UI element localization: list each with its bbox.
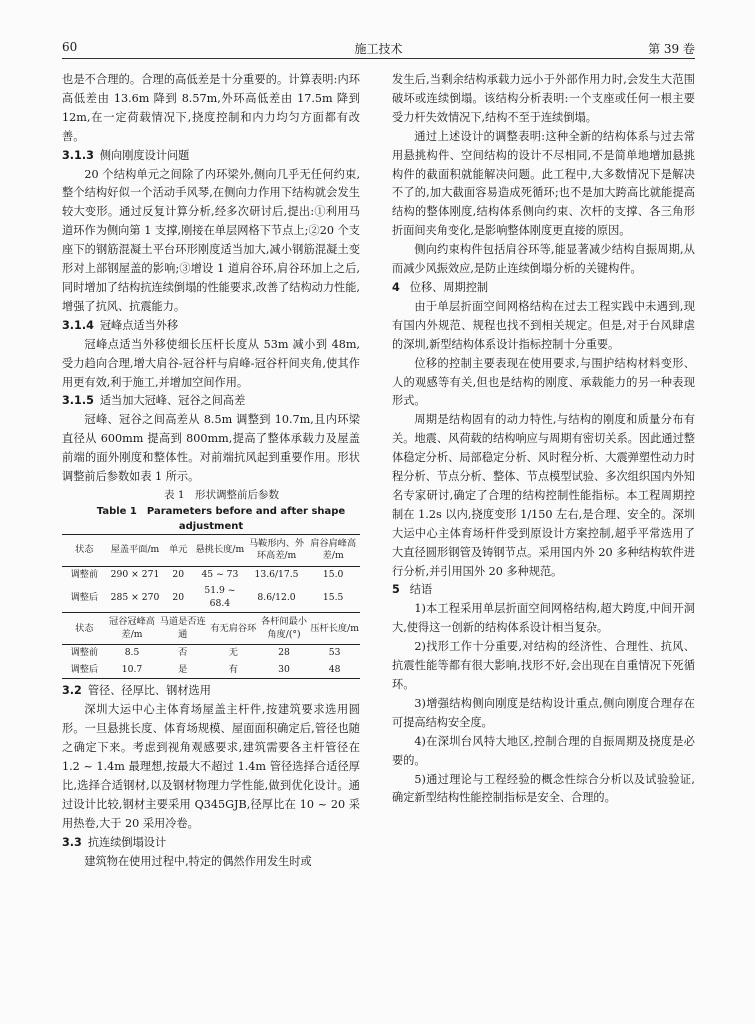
table-cell: 8.5 [124, 647, 140, 659]
table-cell: 53 [328, 647, 341, 659]
section-number: 3.1.3 [62, 148, 94, 162]
table-header: 马道是否连通 [157, 613, 208, 645]
table-row [62, 662, 360, 679]
section-number: 3.1.4 [62, 318, 94, 332]
paragraph: 深圳大运中心主体育场屋盖主杆件,按建筑要求选用圆形。一旦悬挑长度、体育场规模、屋面面积确定后,管径也随之确定下来。考虑到视角观感要求,建筑需要各主杆管径在 1.2 ~ 1.4m 最理想,按最大不超过 1.4m 管径选择合适径厚比,选择合适钢材,以及钢材物理力学性能,做到优化设计。通过设计比较,钢材主要采用 Q345GJB,径厚比在 10 ~ 20 采用热卷,大于 20 采用冷卷。 [62, 703, 360, 830]
header-rule [62, 58, 695, 59]
table-cell: 否 [178, 647, 188, 659]
conclusion-item: 5)通过理论与工程经验的概念性综合分析以及试验验证,确定新型结构性能控制指标是安全、合理的。 [392, 772, 695, 805]
section-heading-3-2 [62, 682, 360, 701]
table-cell: 是 [178, 663, 188, 675]
table-cell: 28 [278, 647, 290, 659]
section-heading-4 [392, 279, 695, 298]
paragraph: 冠峰、冠谷之间高差从 8.5m 调整到 10.7m,且内环梁直径从 600mm 提高到 800mm,提高了整体承载力及屋盖前端的面外刚度和整体性。对前端抗风起到重要作用。形状调整前后参数如表 1 所示。 [62, 413, 360, 484]
paragraph: 冠峰点适当外移使细长压杆长度从 53m 减小到 48m,受力趋向合理,增大肩谷-冠谷杆与肩峰-冠谷杆间夹角,使其作用更有效,利于施工,并增加空间作用。 [62, 337, 360, 389]
conclusion-item: 3)增强结构侧向刚度是结构设计重点,侧向刚度合理存在可提高结构安全度。 [392, 696, 695, 729]
table-cell: 调整前 [70, 568, 99, 580]
section-heading-3-1-5 [62, 392, 360, 411]
table-cell: 30 [278, 663, 290, 675]
paragraph: 建筑物在使用过程中,特定的偶然作用发生时或 [84, 854, 312, 868]
conclusion-item: 4)在深圳台风特大地区,控制合理的自振周期及挠度是必要的。 [392, 734, 695, 767]
section-number: 4 [392, 280, 400, 294]
table-cell: 10.7 [121, 663, 143, 675]
table-header: 单元 [163, 534, 193, 566]
table-cell: 调整后 [70, 663, 99, 675]
table-cell: 13.6/17.5 [254, 568, 299, 580]
paragraph: 20 个结构单元之间除了内环梁外,侧向几乎无任何约束,整个结构好似一个活动手风琴,在侧向力作用下结构就会发生较大变形。通过反复计算分析,经多次研讨后,提出:①利用马道环作为侧向第 1 支撑,刚接在单层网格下节点上;②20 个支座下的钢筋混凝土平台环形刚度适当加大,减小钢筋混凝土变形对上部钢屋盖的影响;③增设 1 道肩谷环,肩谷环加上之后,同时增加了结构抗连续倒塌的性能要求,改善了结构动力性能,增强了抗风、抗震能力。 [62, 167, 360, 313]
table-header: 悬挑长度/m [193, 534, 247, 566]
table-cell: 调整前 [70, 647, 99, 659]
section-heading-3-1-3 [62, 147, 360, 166]
table-row [62, 566, 360, 583]
table-cell: 20 [172, 591, 185, 603]
table-header: 状态 [62, 534, 107, 566]
table-cell: 45 ~ 73 [201, 568, 239, 580]
table-header: 有无肩谷环 [208, 613, 259, 645]
parameters-table-part2 [62, 612, 360, 679]
section-title: 冠峰点适当外移 [99, 318, 179, 332]
table-header: 马鞍形内、外环高差/m [247, 534, 307, 566]
table-header: 状态 [62, 613, 107, 645]
table-cell: 15.5 [322, 591, 344, 603]
paragraph: 周期是结构固有的动力特性,与结构的刚度和质量分布有关。地震、风荷载的结构响应与周期有密切关系。因此通过整体稳定分析、局部稳定分析、风时程分析、大震弹塑性动力时程分析、节点分析、整体、节点模型试验、多次组织国内外知名专家研讨,确定了合理的结构控制性能指标。本工程周期控制在 1.2s 以内,挠度变形 1/150 左右,是合理、安全的。深圳大运中心主体育场杆件受到原设计方案控制,超乎平常选用了大直径圆形钢管及铸钢节点。采用国内外 20 多种结构软件进行分析,并引用国外 20 多种规范。 [392, 413, 695, 578]
table-cell: 15.0 [322, 568, 344, 580]
paragraph: 由于单层折面空间网格结构在过去工程实践中未遇到,现有国内外规范、规程也找不到相关规定。但是,对于台风肆虐的深圳,新型结构体系设计指标控制十分重要。 [392, 299, 695, 351]
table-header: 肩谷肩峰高差/m [306, 534, 360, 566]
table-caption-cn: 表 1 形状调整前后参数 [163, 488, 280, 501]
table-caption-en: Table 1 Parameters before and after shape adjustment [96, 505, 346, 532]
paragraph: 发生后,当剩余结构承载力远小于外部作用力时,会发生大范围破坏或连续倒塌。该结构分析表明:一个支座或任何一根主要受力杆失效情况下,结构不至于连续倒塌。 [392, 73, 695, 124]
table-header: 冠谷冠峰高差/m [107, 613, 158, 645]
table-header: 屋盖平面/m [107, 534, 164, 566]
table-header: 压杆长度/m [309, 613, 360, 645]
running-header [62, 36, 695, 56]
section-title: 侧向刚度设计问题 [99, 148, 190, 162]
right-column [392, 71, 695, 808]
volume-label: 第 39 卷 [648, 42, 695, 56]
paragraph: 位移的控制主要表现在使用要求,与围护结构材料变形、人的观感等有关,但也是结构的刚度、承载能力的另一种表现形式。 [392, 356, 695, 408]
table-cell: 8.6/12.0 [257, 591, 296, 603]
section-title: 结语 [409, 583, 433, 597]
conclusion-item: 1)本工程采用单层折面空间网格结构,超大跨度,中间开洞大,使得这一创新的结构体系设计相当复杂。 [392, 602, 695, 635]
table-cell: 调整后 [70, 591, 99, 603]
table-cell: 51.9 ~ 68.4 [204, 585, 236, 609]
table-cell: 285 × 270 [110, 591, 160, 603]
section-title: 位移、周期控制 [409, 280, 489, 294]
paragraph: 侧向约束构件包括肩谷环等,能显著减少结构自振周期,从而减少风振效应,是防止连续倒塌分析的关键构件。 [392, 243, 695, 276]
section-number: 5 [392, 583, 400, 597]
conclusion-item: 2)找形工作十分重要,对结构的经济性、合理性、抗风、抗震性能等都有很大影响,找形不好,会出现在自重情况下死循环。 [392, 640, 695, 691]
section-title: 管径、径厚比、钢材选用 [87, 684, 211, 698]
section-heading-5 [392, 581, 695, 600]
journal-name: 施工技术 [354, 42, 403, 56]
section-title: 适当加大冠峰、冠谷之间高差 [99, 394, 246, 408]
section-number: 3.3 [62, 835, 82, 849]
table-cell: 无 [228, 647, 238, 659]
table-row [62, 583, 360, 612]
section-number: 3.1.5 [62, 394, 94, 408]
section-number: 3.2 [62, 684, 82, 698]
table-cell: 48 [328, 663, 341, 675]
parameters-table-part1 [62, 534, 360, 613]
table-cell: 有 [228, 663, 238, 675]
table-header: 各杆间最小角度/(°) [259, 613, 310, 645]
paragraph: 通过上述设计的调整表明:这种全新的结构体系与过去常用悬挑构件、空间结构的设计不尽相同,不是简单地增加悬挑构件的截面积就能解决问题。此工程中,大多数情况下是解决不了的,加大截面容易造成死循环;也不是加大跨高比就能提高结构的整体刚度,结构体系侧向约束、次杆的支撑、各三角形折面间夹角变化,是影响整体刚度更直接的原因。 [392, 129, 695, 238]
section-heading-3-1-4 [62, 317, 360, 336]
table-cell: 20 [172, 568, 185, 580]
left-column [62, 71, 360, 872]
table-cell: 290 × 271 [110, 568, 160, 580]
page-number: 60 [62, 40, 78, 54]
table-row [62, 645, 360, 662]
section-heading-3-3 [62, 834, 360, 853]
paragraph: 也是不合理的。合理的高低差是十分重要的。计算表明:内环高低差由 13.6m 降到 8.57m,外环高低差由 17.5m 降到 12m,在一定荷载情况下,挠度控制和内力均匀方面都有改善。 [62, 73, 360, 143]
section-title: 抗连续倒塌设计 [87, 835, 167, 849]
